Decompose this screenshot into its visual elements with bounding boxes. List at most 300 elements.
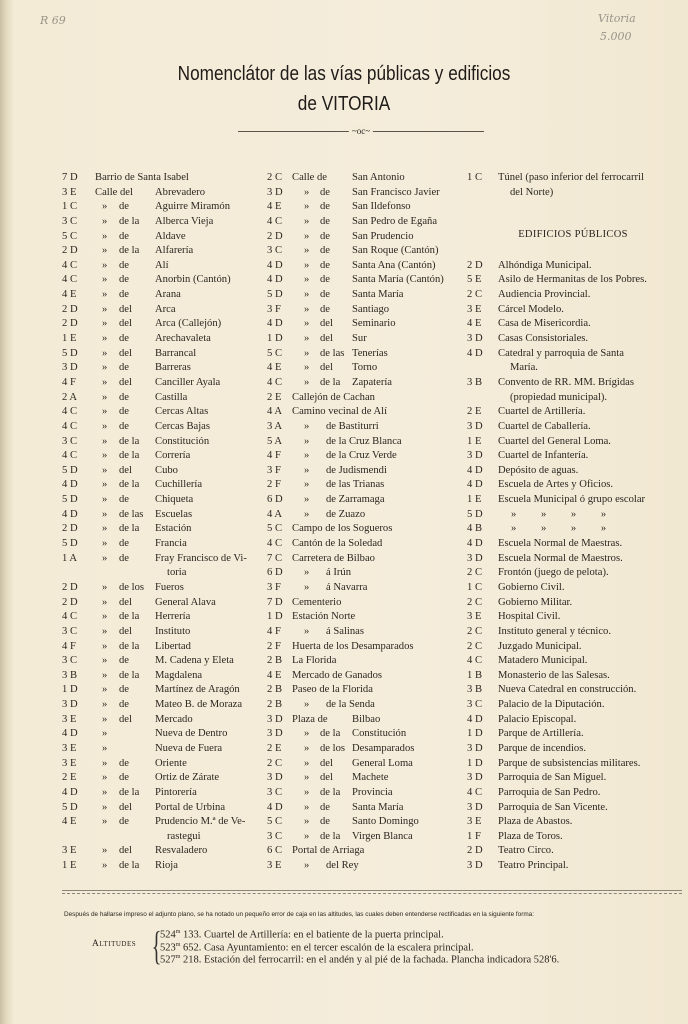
ditto-mark: »: [304, 816, 310, 828]
ditto-mark: »: [102, 772, 108, 784]
street-entry: [267, 332, 467, 347]
grid-reference: 1 F: [467, 830, 481, 842]
street-name: de Judismendi: [326, 464, 387, 476]
street-article: de la: [119, 523, 140, 535]
street-name: Cercas Altas: [155, 406, 209, 418]
grid-reference: 4 E: [62, 816, 77, 828]
ditto-mark: »: [304, 259, 310, 271]
grid-reference: 4 E: [62, 289, 77, 301]
street-entry: [62, 259, 262, 274]
ditto-mark: »: [102, 391, 108, 403]
building-name: Parroquia de San Miguel.: [498, 772, 607, 784]
street-article: de: [320, 215, 330, 227]
grid-reference: 4 D: [267, 318, 283, 330]
grid-reference: 5 C: [62, 230, 78, 242]
grid-reference: 3 D: [467, 772, 483, 784]
street-name: Desamparados: [352, 742, 415, 754]
spacer: [467, 200, 685, 215]
street-article: de: [320, 259, 330, 271]
street-article: de: [119, 655, 129, 667]
street-name: M. Cadena y Eleta: [155, 655, 234, 667]
building-name: Matadero Municipal.: [498, 655, 588, 667]
ditto-mark: »: [102, 596, 108, 608]
building-entry: [467, 464, 685, 479]
ditto-mark: »: [304, 303, 310, 315]
street-entry: [267, 186, 467, 201]
street-name: Santa Ana (Cantón): [352, 259, 436, 271]
street-name: Arana: [155, 289, 181, 301]
building-entry: [467, 259, 685, 274]
building-name: Convento de RR. MM. Brígidas: [498, 376, 634, 388]
grid-reference: 4 A: [267, 508, 283, 520]
footer-divider: [62, 890, 682, 894]
street-entry: [62, 420, 262, 435]
grid-reference: 3 D: [467, 552, 483, 564]
street-article: del: [320, 362, 333, 374]
building-entry: [467, 493, 685, 508]
street-article: de la: [119, 640, 140, 652]
street-name: á Salinas: [326, 625, 364, 637]
street-entry: [62, 771, 262, 786]
building-entry: [467, 581, 685, 596]
street-entry: [267, 771, 467, 786]
grid-reference: 2 E: [267, 391, 282, 403]
building-name: Parroquia de San Pedro.: [498, 786, 601, 798]
building-name: Alhóndiga Municipal.: [498, 259, 592, 271]
grid-reference: 5 D: [62, 494, 78, 506]
grid-reference: 4 C: [467, 786, 483, 798]
building-name: Parque de subsistencias militares.: [498, 757, 641, 769]
street-entry: [62, 610, 262, 625]
street-entry: [267, 230, 467, 245]
street-name: á Navarra: [326, 581, 368, 593]
errata-note: Después de hallarse impreso el adjunto plano, se ha notado un pequeño error de caja en las altitudes, las cuales deben entenderse rectificadas en la siguiente forma:: [64, 911, 535, 918]
street-article: de: [119, 816, 129, 828]
grid-reference: 4 D: [467, 464, 483, 476]
grid-reference: 1 D: [62, 684, 78, 696]
altitude-location: Casa Ayuntamiento: en el tercer escalón de la escalera principal.: [204, 942, 474, 953]
street-name: Cuchillería: [155, 479, 203, 491]
street-name: Rioja: [155, 860, 178, 872]
street-name: Castilla: [155, 391, 188, 403]
ditto-mark: »: [304, 333, 310, 345]
street-article: de: [119, 684, 129, 696]
street-name: Campo de los Sogueros: [292, 523, 393, 535]
building-name: Parque de incendios.: [498, 742, 586, 754]
building-entry: [467, 420, 685, 435]
grid-reference: 3 E: [267, 860, 282, 872]
street-entry: [267, 698, 467, 713]
altitude-location: Cuartel de Artillería: en el batiente de la puerta principal.: [204, 929, 444, 941]
altitude-entry: [160, 954, 559, 966]
street-entry: [267, 288, 467, 303]
street-article: de: [320, 201, 330, 213]
street-name: de Zarramaga: [326, 494, 385, 506]
street-name: General Loma: [352, 757, 413, 769]
street-name: Arca: [155, 303, 176, 315]
street-article: de la: [119, 786, 140, 798]
building-entry: [467, 610, 685, 625]
street-name: Anorbin (Cantón): [155, 274, 231, 286]
grid-reference: 3 E: [467, 816, 482, 828]
ditto-mark: »: [102, 289, 108, 301]
building-entry: [467, 405, 685, 420]
grid-reference: 2 C: [467, 625, 483, 637]
grid-reference: 3 C: [267, 830, 283, 842]
ditto-mark: »: [102, 230, 108, 242]
building-name-continuation: María.: [510, 362, 538, 374]
street-entry: [62, 640, 262, 655]
building-name: Juzgado Municipal.: [498, 640, 582, 652]
street-name: Machete: [352, 772, 389, 784]
ditto-mark: »: [304, 450, 310, 462]
grid-reference: 2 D: [62, 318, 78, 330]
building-entry: [467, 552, 685, 567]
ditto-mark: »: [304, 860, 310, 872]
ditto-mark: »: [102, 245, 108, 257]
altitude-entry: [160, 942, 474, 954]
grid-reference: 3 D: [267, 772, 283, 784]
grid-reference: 3 D: [267, 728, 283, 740]
grid-reference: 1 E: [467, 494, 482, 506]
street-article: de: [119, 552, 129, 564]
building-name: Audiencia Provincial.: [498, 289, 591, 301]
street-name: de las Trianas: [326, 479, 385, 491]
building-entry: [467, 683, 685, 698]
ditto-mark: »: [102, 347, 108, 359]
tunnel-entry: [467, 171, 685, 186]
street-name: Barrancal: [155, 347, 197, 359]
building-name: Cárcel Modelo.: [498, 303, 564, 315]
building-entry: [467, 522, 685, 537]
street-entry: [267, 844, 467, 859]
grid-reference: 4 C: [267, 376, 283, 388]
street-name: Canciller Ayala: [155, 376, 221, 388]
building-name: Casas Consistoriales.: [498, 333, 589, 345]
ditto-mark: »: [102, 538, 108, 550]
grid-reference: 4 E: [267, 669, 282, 681]
building-name: Palacio Episcopal.: [498, 713, 577, 725]
street-name: Zapatería: [352, 376, 392, 388]
street-entry: [62, 449, 262, 464]
street-name: Chiqueta: [155, 494, 194, 506]
building-name-continuation: del Norte): [510, 186, 554, 198]
grid-reference: 2 E: [267, 742, 282, 754]
street-name: Resvaladero: [155, 845, 208, 857]
street-entry: [267, 303, 467, 318]
grid-reference: 2 C: [267, 172, 283, 183]
street-article: del: [320, 333, 333, 345]
building-entry: [467, 376, 685, 391]
building-name: Catedral y parroquia de Santa: [498, 347, 624, 359]
building-name: Depósito de aguas.: [498, 464, 579, 476]
street-name: Abrevadero: [155, 186, 205, 198]
ditto-mark: »: [102, 816, 108, 828]
ditto-marks: » » » »: [511, 508, 607, 520]
ditto-mark: »: [102, 860, 108, 872]
street-article: del: [119, 596, 132, 608]
grid-reference: 4 E: [267, 201, 282, 213]
street-entry: [62, 347, 262, 362]
street-entry: [62, 815, 262, 830]
grid-reference: 3 F: [267, 464, 281, 476]
street-article: del: [119, 845, 132, 857]
building-entry: [467, 596, 685, 611]
public-buildings-heading: EDIFICIOS PÚBLICOS: [518, 229, 628, 240]
street-entry: [267, 669, 467, 684]
building-name: Cuartel de Artillería.: [498, 406, 586, 418]
street-name: Libertad: [155, 640, 191, 652]
grid-reference: 4 F: [62, 376, 76, 388]
ditto-mark: »: [102, 464, 108, 476]
street-entry: [62, 596, 262, 611]
ditto-mark: »: [304, 728, 310, 740]
ditto-mark: »: [304, 420, 310, 432]
street-entry: [267, 566, 467, 581]
ditto-mark: »: [304, 786, 310, 798]
street-entry: [62, 742, 262, 757]
building-entry: [467, 757, 685, 772]
ditto-mark: »: [304, 464, 310, 476]
street-entry: [267, 317, 467, 332]
street-article: del: [119, 303, 132, 315]
building-entry: [467, 669, 685, 684]
building-entry: [467, 347, 685, 362]
building-entry: [467, 801, 685, 816]
street-name: Virgen Blanca: [352, 830, 413, 842]
ditto-mark: »: [102, 450, 108, 462]
street-name: Cementerio: [292, 596, 342, 608]
altitude-value: 652.: [183, 942, 202, 953]
street-entry: [267, 244, 467, 259]
building-name: Cuartel de Infantería.: [498, 450, 589, 462]
building-entry: [467, 713, 685, 728]
street-entry: [62, 625, 262, 640]
street-name: Ortiz de Zárate: [155, 772, 220, 784]
grid-reference: 1 D: [267, 333, 283, 345]
street-article: de: [119, 274, 129, 286]
building-entry-continuation: [467, 361, 685, 376]
building-entry: [467, 698, 685, 713]
ditto-mark: »: [102, 640, 108, 652]
grid-reference: 4 C: [62, 406, 78, 418]
street-entry: [267, 522, 467, 537]
street-name: Arca (Callejón): [155, 318, 222, 330]
street-article: de: [320, 303, 330, 315]
grid-reference: 1 D: [467, 757, 483, 769]
grid-reference: 3 E: [467, 303, 482, 315]
ditto-mark: »: [102, 699, 108, 711]
ditto-mark: »: [102, 801, 108, 813]
street-name: Cubo: [155, 464, 178, 476]
street-entry: [267, 200, 467, 215]
street-entry: [62, 376, 262, 391]
ditto-mark: »: [304, 230, 310, 242]
ditto-mark: »: [304, 376, 310, 388]
street-entry: [267, 581, 467, 596]
ditto-marks: » » » »: [511, 523, 607, 535]
street-entry: [267, 552, 467, 567]
ditto-mark: »: [102, 494, 108, 506]
street-name-continuation: rastegui: [167, 830, 201, 842]
street-name: Seminario: [352, 318, 396, 330]
grid-reference: 2 D: [267, 230, 283, 242]
grid-reference: 2 D: [62, 245, 78, 257]
ditto-mark: »: [304, 625, 310, 637]
grid-reference: 4 C: [62, 274, 78, 286]
street-entry: [62, 215, 262, 230]
ditto-mark: »: [304, 245, 310, 257]
street-entry: [267, 391, 467, 406]
ditto-mark: »: [102, 728, 108, 740]
ditto-mark: »: [102, 625, 108, 637]
ditto-mark: »: [102, 611, 108, 623]
street-article: de: [119, 333, 129, 345]
altitude-entry: [160, 929, 444, 941]
street-name: Camino vecinal de Alí: [292, 406, 388, 418]
ornament-divider: [238, 126, 484, 136]
building-name-continuation: (propiedad municipal).: [510, 391, 608, 403]
grid-reference: 5 E: [467, 274, 482, 286]
street-name: del Rey: [326, 860, 359, 872]
street-article: de: [119, 772, 129, 784]
building-entry: [467, 640, 685, 655]
building-entry: [467, 288, 685, 303]
grid-reference: 7 C: [267, 552, 283, 564]
street-entry: [267, 625, 467, 640]
ditto-mark: »: [102, 362, 108, 374]
grid-reference: 5 C: [267, 816, 283, 828]
grid-reference: 5 D: [62, 347, 78, 359]
street-entry: [267, 683, 467, 698]
street-entry: [62, 537, 262, 552]
street-name: San Francisco Javier: [352, 186, 440, 198]
ditto-mark: »: [304, 201, 310, 213]
grid-reference: 5 D: [62, 464, 78, 476]
street-name: de la Cruz Blanca: [326, 435, 402, 447]
grid-reference: 4 B: [467, 523, 483, 535]
street-name: Arechavaleta: [155, 333, 211, 345]
street-entry: [62, 478, 262, 493]
street-name: Pintorería: [155, 786, 197, 798]
ditto-mark: »: [102, 552, 108, 564]
grid-reference: 3 E: [62, 186, 77, 198]
streets-column-2: [267, 171, 467, 874]
streets-column-1: [62, 171, 262, 874]
altitude-unit: m: [175, 941, 181, 948]
street-name: Correría: [155, 450, 191, 462]
street-entry: [62, 391, 262, 406]
grid-reference: 3 B: [62, 669, 78, 681]
ditto-mark: »: [102, 581, 108, 593]
grid-reference: 4 D: [267, 801, 283, 813]
street-name-continuation: toria: [167, 567, 187, 579]
street-entry: [62, 552, 262, 567]
street-entry: [267, 757, 467, 772]
street-name: Paseo de la Florida: [292, 684, 373, 696]
street-name: Cantón de la Soledad: [292, 538, 383, 550]
building-entry-continuation: [467, 391, 685, 406]
grid-reference: 1 E: [62, 860, 77, 872]
street-entry: [62, 230, 262, 245]
street-article: del: [119, 801, 132, 813]
street-article: de la: [119, 450, 140, 462]
grid-reference: 2 B: [267, 699, 283, 711]
street-article: del: [119, 376, 132, 388]
ditto-mark: »: [102, 318, 108, 330]
street-article: de los: [320, 742, 346, 754]
grid-reference: 2 D: [62, 303, 78, 315]
grid-reference: 2 F: [267, 640, 281, 652]
building-name: Escuela Normal de Maestros.: [498, 552, 623, 564]
building-entry: [467, 537, 685, 552]
grid-reference: 1 A: [62, 552, 78, 564]
ditto-mark: »: [304, 801, 310, 813]
street-name: Santa María: [352, 801, 404, 813]
street-article: de la: [119, 479, 140, 491]
grid-reference: 3 E: [62, 742, 77, 754]
street-entry: [267, 596, 467, 611]
street-article: del: [119, 318, 132, 330]
street-entry: [267, 435, 467, 450]
grid-reference: 4 E: [467, 318, 482, 330]
street-entry: [267, 610, 467, 625]
street-article: de: [119, 391, 129, 403]
grid-reference: 2 D: [62, 523, 78, 535]
ditto-mark: »: [304, 508, 310, 520]
street-name: Barrio de Santa Isabel: [95, 172, 189, 183]
grid-reference: 3 D: [62, 699, 78, 711]
street-article: de: [320, 186, 330, 198]
ditto-mark: »: [102, 274, 108, 286]
grid-reference: 3 F: [267, 581, 281, 593]
grid-reference: 5 A: [267, 435, 283, 447]
grid-reference: 4 C: [62, 450, 78, 462]
street-name: San Antonio: [352, 172, 405, 183]
street-entry: [62, 698, 262, 713]
altitude-meters: 524: [160, 929, 176, 941]
street-entry: [62, 288, 262, 303]
street-article: de las: [119, 508, 144, 520]
grid-reference: 5 D: [62, 538, 78, 550]
building-name: Escuela Normal de Maestras.: [498, 538, 623, 550]
street-entry: [62, 757, 262, 772]
street-article: del: [119, 347, 132, 359]
grid-reference: 3 E: [62, 845, 77, 857]
grid-reference: 3 D: [467, 742, 483, 754]
street-entry: [62, 361, 262, 376]
handwritten-reference: R 69: [40, 14, 66, 27]
street-entry: [267, 171, 467, 186]
ditto-mark: »: [102, 420, 108, 432]
street-name: de Zuazo: [326, 508, 366, 520]
street-entry: [62, 244, 262, 259]
building-name: Parque de Artillería.: [498, 728, 584, 740]
altitude-unit: m: [175, 929, 181, 935]
building-entry: [467, 742, 685, 757]
street-entry: [267, 786, 467, 801]
ditto-mark: »: [102, 333, 108, 345]
street-article: de: [119, 538, 129, 550]
street-entry: [62, 435, 262, 450]
building-entry: [467, 844, 685, 859]
grid-reference: 5 D: [62, 801, 78, 813]
building-entry: [467, 435, 685, 450]
ditto-mark: »: [304, 435, 310, 447]
grid-reference: 4 C: [62, 420, 78, 432]
grid-reference: 3 D: [267, 713, 283, 725]
building-name: Cuartel del General Loma.: [498, 435, 611, 447]
